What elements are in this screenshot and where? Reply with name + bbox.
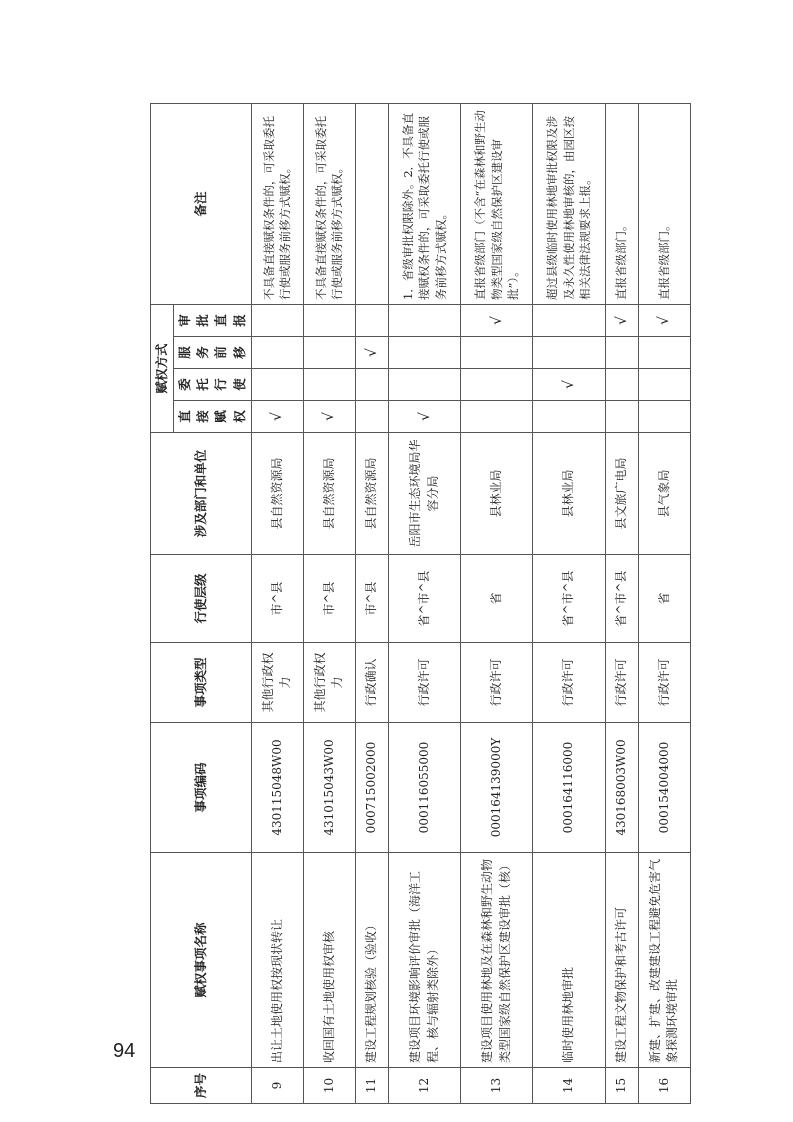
cell-code: 431015043W00 [303,723,355,853]
table-row [389,103,461,1103]
header-mode-direct: 直接赋权 [174,401,252,433]
cell-service [251,337,303,369]
rotated-table-sheet [150,104,691,1104]
cell-note: 直报省级部门。 [638,103,690,304]
cell-code: 000164116000 [533,723,605,853]
cell-report [389,304,461,336]
cell-dept: 县林业局 [533,433,605,555]
cell-dept: 县自然资源局 [303,433,355,555]
cell-entrust [355,369,388,401]
cell-name: 建设项目环境影响评价审批（海洋工程、核与辐射类除外） [389,853,461,1068]
table-row [533,103,605,1103]
cell-report: √ [605,304,638,336]
table-row [355,103,388,1103]
cell-note [355,103,388,304]
cell-seq: 13 [461,1068,533,1104]
table-row [638,103,690,1103]
cell-seq: 15 [605,1068,638,1104]
cell-note: 不具备直接赋权条件的，可采取委托行使或服务前移方式赋权。 [251,103,303,304]
cell-name: 新建、扩建、改建建设工程避免危害气象探测环境审批 [638,853,690,1068]
header-seq: 序号 [151,1068,252,1104]
cell-direct [533,401,605,433]
cell-note: 超过县级临时使用林地审批权限及涉及永久性使用林地审核的，由园区按相关法律法规要求上报。 [533,103,605,304]
cell-seq: 12 [389,1068,461,1104]
cell-name: 建设工程文物保护和考古许可 [605,853,638,1068]
cell-seq: 9 [251,1068,303,1104]
cell-dept: 县自然资源局 [251,433,303,555]
header-type: 事项类型 [151,643,252,723]
cell-service [389,337,461,369]
cell-seq: 16 [638,1068,690,1104]
cell-code: 430115048W00 [251,723,303,853]
cell-report [303,304,355,336]
cell-direct: √ [303,401,355,433]
table-row [303,103,355,1103]
header-name: 赋权事项名称 [151,853,252,1068]
cell-report [355,304,388,336]
cell-note: 直报省级部门（不含“在森林和野生动物类型国家级自然保护区建设审批”）。 [461,103,533,304]
cell-entrust [251,369,303,401]
cell-name: 出让土地使用权按现状转让 [251,853,303,1068]
header-mode-service: 服务前移 [174,337,252,369]
cell-direct [355,401,388,433]
cell-report: √ [638,304,690,336]
page-number: 94 [113,1040,136,1062]
cell-direct: √ [251,401,303,433]
cell-type: 其他行政权力 [303,643,355,723]
header-code: 事项编码 [151,723,252,853]
cell-dept: 县文旅广电局 [605,433,638,555]
cell-type: 行政许可 [533,643,605,723]
cell-level: 省^市^县 [389,555,461,643]
cell-name: 建设工程规划核验（验收） [355,853,388,1068]
empowerment-table [150,103,691,1104]
cell-report [251,304,303,336]
cell-level: 市^县 [355,555,388,643]
cell-level: 省^市^县 [533,555,605,643]
header-note: 备注 [151,103,252,304]
cell-name: 建设项目使用林地及在森林和野生动物类型国家级自然保护区建设审批（核） [461,853,533,1068]
cell-level: 省 [461,555,533,643]
cell-code: 000715002000 [355,723,388,853]
header-mode-entrust: 委托行使 [174,369,252,401]
cell-direct [605,401,638,433]
cell-code: 000164139000Y [461,723,533,853]
table-row [461,103,533,1103]
header-level: 行使层级 [151,555,252,643]
cell-service [461,337,533,369]
table-row [251,103,303,1103]
cell-service: √ [355,337,388,369]
cell-type: 行政许可 [605,643,638,723]
cell-code: 000116055000 [389,723,461,853]
cell-type: 其他行政权力 [251,643,303,723]
cell-entrust [605,369,638,401]
cell-entrust [638,369,690,401]
cell-type: 行政确认 [355,643,388,723]
cell-dept: 县气象局 [638,433,690,555]
header-dept: 涉及部门和单位 [151,433,252,555]
cell-level: 市^县 [251,555,303,643]
cell-level: 省^市^县 [605,555,638,643]
cell-dept: 岳阳市生态环境局华容分局 [389,433,461,555]
cell-name: 临时使用林地审批 [533,853,605,1068]
cell-entrust: √ [533,369,605,401]
cell-service [533,337,605,369]
cell-seq: 11 [355,1068,388,1104]
cell-code: 000154004000 [638,723,690,853]
header-mode-report: 审批直报 [174,304,252,336]
cell-code: 430168003W00 [605,723,638,853]
cell-dept: 县自然资源局 [355,433,388,555]
cell-entrust [461,369,533,401]
cell-service [638,337,690,369]
cell-seq: 14 [533,1068,605,1104]
cell-direct [461,401,533,433]
cell-service [303,337,355,369]
cell-level: 省 [638,555,690,643]
cell-name: 收回国有土地使用权审核 [303,853,355,1068]
cell-entrust [389,369,461,401]
cell-seq: 10 [303,1068,355,1104]
cell-note: 1．省级审批权限除外。2．不具备直接赋权条件的，可采取委托行使或服务前移方式赋权。 [389,103,461,304]
cell-note: 直报省级部门。 [605,103,638,304]
cell-service [605,337,638,369]
cell-report: √ [461,304,533,336]
cell-type: 行政许可 [389,643,461,723]
cell-dept: 县林业局 [461,433,533,555]
cell-type: 行政许可 [461,643,533,723]
cell-entrust [303,369,355,401]
cell-report [533,304,605,336]
cell-level: 市^县 [303,555,355,643]
cell-note: 不具备直接赋权条件的，可采取委托行使或服务前移方式赋权。 [303,103,355,304]
table-row [605,103,638,1103]
header-mode: 赋权方式 [151,304,174,432]
cell-direct [638,401,690,433]
cell-direct: √ [389,401,461,433]
cell-type: 行政许可 [638,643,690,723]
